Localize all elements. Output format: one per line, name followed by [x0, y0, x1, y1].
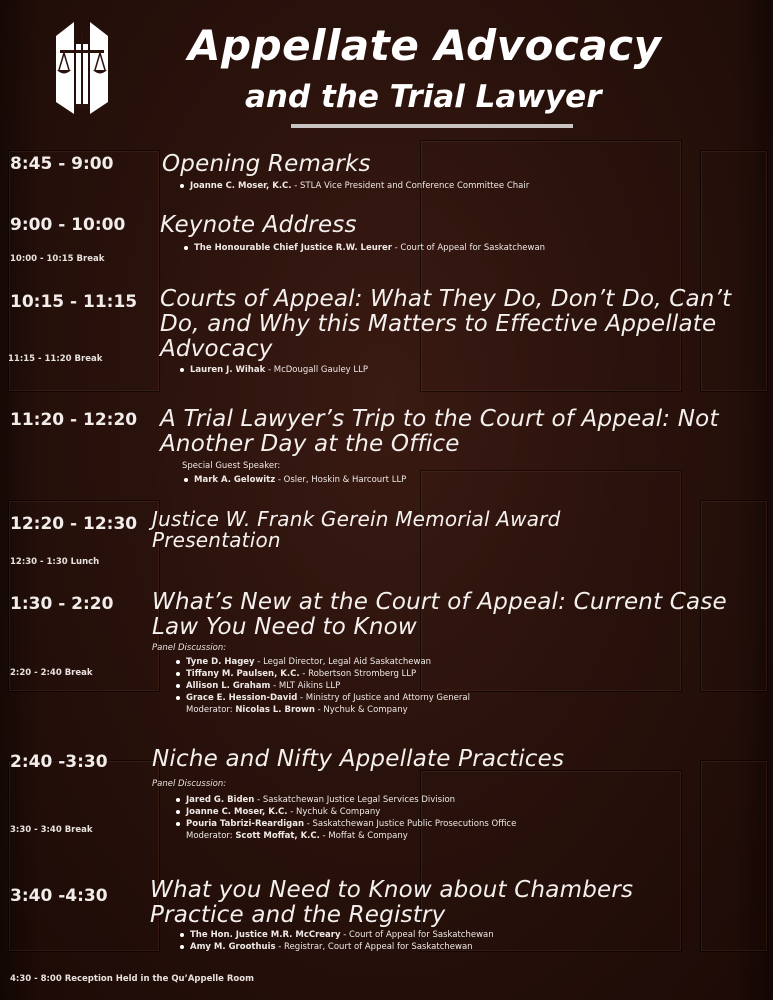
session-time: 12:20 - 12:30 [10, 514, 138, 534]
panel-discussion-label: Panel Discussion: [152, 779, 227, 789]
speaker-item: Tiffany M. Paulsen, K.C. - Robertson Stromberg LLP [176, 668, 416, 680]
break-time: 3:30 - 3:40 Break [10, 825, 93, 835]
speaker-item: Mark A. Gelowitz - Osler, Hoskin & Harcourt LLP [184, 474, 406, 486]
speaker-item: Joanne C. Moser, K.C. - STLA Vice President and Conference Committee Chair [180, 180, 529, 192]
break-time: 11:15 - 11:20 Break [8, 354, 103, 364]
session-title: A Trial Lawyer’s Trip to the Court of Appeal: Not Another Day at the Office [160, 406, 719, 457]
speaker-item: Amy M. Groothuis - Registrar, Court of Appeal for Saskatchewan [180, 941, 473, 953]
session-time: 3:40 -4:30 [10, 886, 108, 906]
speaker-item: Lauren J. Wihak - McDougall Gauley LLP [180, 364, 368, 376]
moderator-item: Moderator: Scott Moffat, K.C. - Moffat & Company [186, 831, 408, 841]
title-divider [291, 124, 573, 128]
session-time: 10:15 - 11:15 [10, 292, 138, 312]
speaker-item: Grace E. Hession-David - Ministry of Justice and Attorny General [176, 692, 470, 704]
session-title: Courts of Appeal: What They Do, Don’t Do, Can’t Do, and Why this Matters to Effective Appellate Advocacy [160, 286, 732, 362]
scales-of-justice-logo-icon [46, 14, 118, 124]
break-time: 2:20 - 2:40 Break [10, 668, 93, 678]
wood-panel-left-lower [8, 760, 160, 952]
session-title: Keynote Address [160, 212, 357, 238]
session-title: Niche and Nifty Appellate Practices [152, 746, 565, 772]
session-title: Opening Remarks [162, 151, 371, 177]
break-time: 10:00 - 10:15 Break [10, 254, 105, 264]
session-title: Justice W. Frank Gerein Memorial Award Presentation [152, 507, 561, 552]
session-time: 9:00 - 10:00 [10, 215, 126, 235]
speaker-note: Special Guest Speaker: [182, 461, 281, 471]
break-time: 12:30 - 1:30 Lunch [10, 557, 100, 567]
speaker-item: Pouria Tabrizi-Reardigan - Saskatchewan Justice Public Prosecutions Office [176, 818, 516, 830]
moderator-item: Moderator: Nicolas L. Brown - Nychuk & Company [186, 705, 408, 715]
session-time: 11:20 - 12:20 [10, 410, 138, 430]
speaker-item: The Hon. Justice M.R. McCreary - Court of Appeal for Saskatchewan [180, 929, 494, 941]
speaker-item: Allison L. Graham - MLT Aikins LLP [176, 680, 340, 692]
session-title: What you Need to Know about Chambers Practice and the Registry [150, 877, 634, 928]
page-subtitle: and the Trial Lawyer [245, 79, 602, 115]
reception-footer: 4:30 - 8:00 Reception Held in the Qu’Appelle Room [10, 974, 254, 984]
session-time: 8:45 - 9:00 [10, 154, 114, 174]
speaker-item: Joanne C. Moser, K.C. - Nychuk & Company [176, 806, 380, 818]
panel-discussion-label: Panel Discussion: [152, 643, 227, 653]
speaker-item: Tyne D. Hagey - Legal Director, Legal Aid Saskatchewan [176, 656, 431, 668]
wood-panel-center-mid [420, 470, 682, 692]
speaker-item: Jared G. Biden - Saskatchewan Justice Legal Services Division [176, 794, 455, 806]
page-title: Appellate Advocacy [188, 21, 662, 70]
wood-panel-right-lower [700, 760, 768, 952]
speaker-item: The Honourable Chief Justice R.W. Leurer - Court of Appeal for Saskatchewan [184, 242, 545, 254]
session-time: 1:30 - 2:20 [10, 594, 114, 614]
session-title: What’s New at the Court of Appeal: Current Case Law You Need to Know [152, 589, 727, 640]
session-time: 2:40 -3:30 [10, 752, 108, 772]
